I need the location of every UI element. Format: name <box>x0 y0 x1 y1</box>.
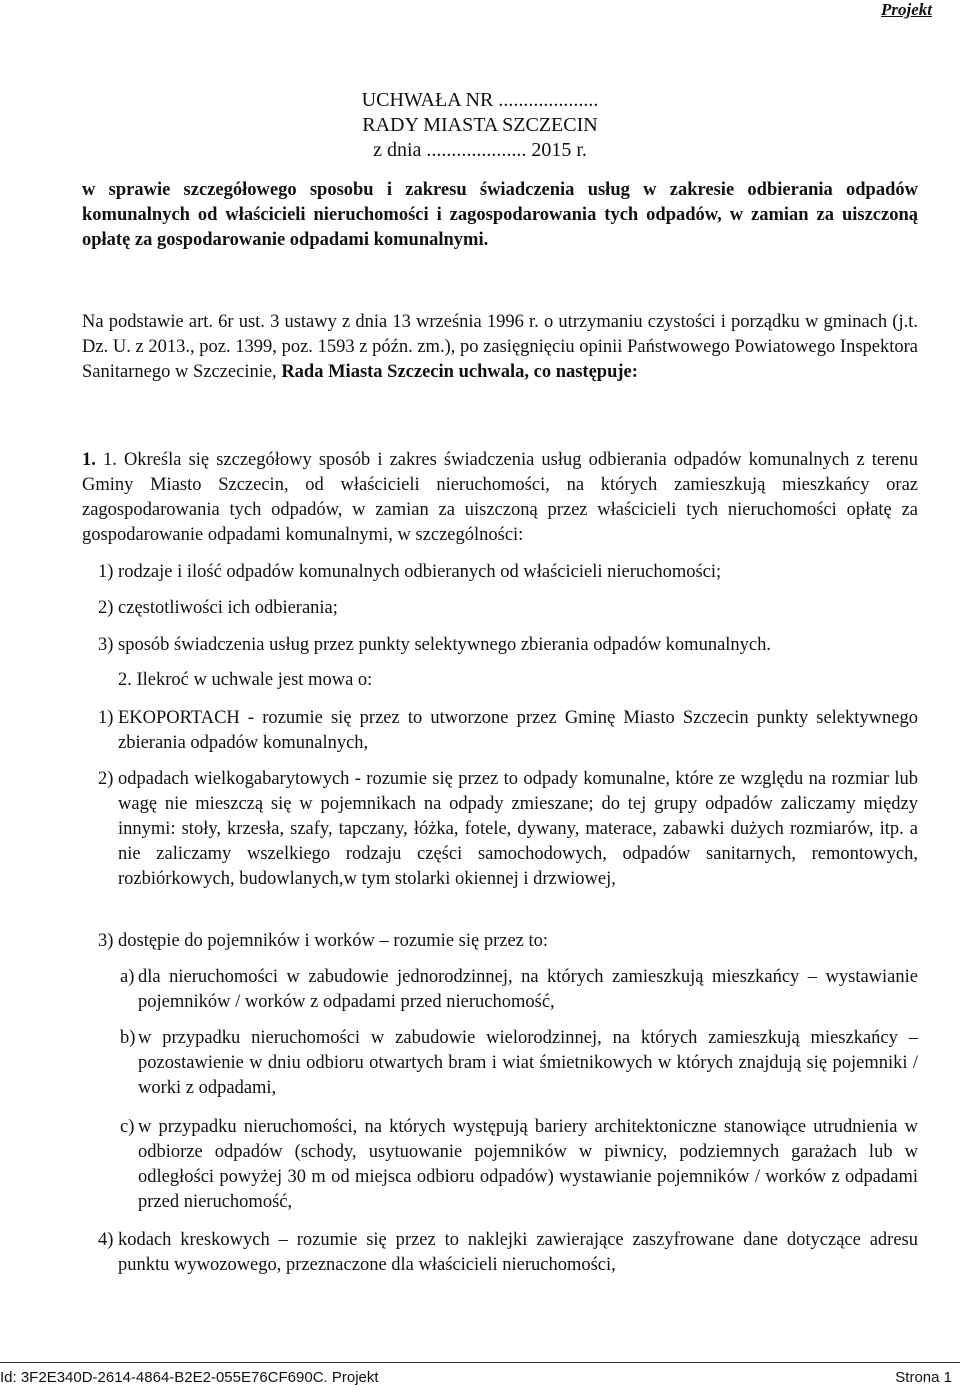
page-footer <box>0 1362 960 1392</box>
resolution-number: UCHWAŁA NR .................... <box>361 89 599 111</box>
definition-subitem <box>120 965 918 1015</box>
section-1-text: 1. Określa się szczegółowy sposób i zakres świadczenia usług odbierania odpadów komunalnych z terenu Gminy Miasto Szczecin, od właścicieli nieruchomości, na których zamieszkują mieszkańcy oraz zagospodarowania tych odpadów, w zamian za uiszczoną przez właścicieli tych nieruchomości opłatę za gospodarowanie odpadami komunalnymi, w szczególności: <box>82 450 918 545</box>
definition-number: 1) <box>98 708 114 728</box>
council-name: RADY MIASTA SZCZECIN <box>362 114 598 136</box>
subitem-letter: a) <box>120 967 135 987</box>
legal-basis <box>82 310 918 385</box>
definition-text: dostępie do pojemników i worków – rozumie się przez to: <box>118 931 549 951</box>
resolution-subject: w sprawie szczegółowego sposobu i zakresu świadczenia usług w zakresie odbierania odpadów komunalnych od właścicieli nieruchomości i zagospodarowania tych odpadów, w zamian za uiszczoną opłatę za gospodarowanie odpadami komunalnymi. <box>82 180 918 250</box>
definition-item <box>98 929 918 954</box>
definition-number: 4) <box>98 1230 114 1250</box>
definition-subitem <box>120 1026 918 1101</box>
section-1-item: 2) częstotliwości ich odbierania; <box>98 598 338 618</box>
definition-number: 3) <box>98 931 114 951</box>
subitem-text: dla nieruchomości w zabudowie jednorodzinnej, na których zamieszkują mieszkańcy – wystawianie pojemników / worków z odpadami przed nieruchomość, <box>138 967 918 1012</box>
resolution-header <box>0 88 960 163</box>
subitem-text: w przypadku nieruchomości w zabudowie wielorodzinnej, na których zamieszkują mieszkańcy – pozostawienie w dniu odbioru otwartych bram i wiat śmietnikowych w których znajdują się pojemniki / worki z odpadami, <box>138 1028 918 1098</box>
definition-text: EKOPORTACH - rozumie się przez to utworzone przez Gminę Miasto Szczecin punkty selektywnego zbierania odpadów komunalnych, <box>118 708 918 753</box>
section-1 <box>82 448 918 548</box>
legal-basis-text: Na podstawie art. 6r ust. 3 ustawy z dnia 13 września 1996 r. o utrzymaniu czystości i porządku w gminach (j.t. Dz. U. z 2013., poz. 1399, poz. 1593 z późn. zm.), po zasięgnięciu opinii Państwowego Powiatowego Inspektora Sanitarnego w Szczecinie, <box>82 312 918 382</box>
legal-basis-tail: Rada Miasta Szczecin uchwala, co następuje: <box>281 362 638 382</box>
section-1-mark: 1. <box>82 450 103 470</box>
page-number: Strona 1 <box>895 1369 952 1386</box>
resolution-date: z dnia .................... 2015 r. <box>373 139 587 161</box>
definition-item <box>98 706 918 756</box>
definition-item <box>98 1228 918 1278</box>
definition-number: 2) <box>98 769 114 789</box>
definition-text: odpadach wielkogabarytowych - rozumie się przez to odpady komunalne, które ze względu na rozmiar lub wagę nie mieszczą się w pojemnikach na odpady zmieszane; do tej grupy odpadów zaliczamy między innymi: stoły, krzesła, szafy, tapczany, łóżka, fotele, dywany, materace, zabawki dużych rozmiarów, itp. a nie zaliczamy wszelkiego rodzaju części samochodowych, odpadów sanitarnych, remontowych, rozbiórkowych, budowlanych,w tym stolarki okiennej i drzwiowej, <box>118 769 918 889</box>
projekt-mark: Projekt <box>881 0 932 19</box>
section-1-item: 3) sposób świadczenia usług przez punkty selektywnego zbierania odpadów komunalnych. <box>98 635 772 655</box>
definition-item <box>98 767 918 892</box>
section-2: 2. Ilekroć w uchwale jest mowa o: <box>118 670 373 690</box>
subitem-letter: b) <box>120 1028 136 1048</box>
definition-subitem <box>120 1115 918 1215</box>
section-1-item: 1) rodzaje i ilość odpadów komunalnych odbieranych od właścicieli nieruchomości; <box>98 562 722 582</box>
document-id: Id: 3F2E340D-2614-4864-B2E2-055E76CF690C. Projekt <box>0 1369 379 1386</box>
subitem-text: w przypadku nieruchomości, na których występują bariery architektoniczne stanowiące utrudnienia w odbiorze odpadów (schody, usytuowanie pojemników w piwnicy, podziemnych garażach lub w odległości powyżej 30 m od miejsca odbioru odpadów) wystawianie pojemników / worków z odpadami przed nieruchomość, <box>138 1117 918 1212</box>
subitem-letter: c) <box>120 1117 135 1137</box>
definition-text: kodach kreskowych – rozumie się przez to naklejki zawierające zaszyfrowane dane dotyczące adresu punktu wywozowego, przeznaczone dla właścicieli nieruchomości, <box>118 1230 918 1275</box>
